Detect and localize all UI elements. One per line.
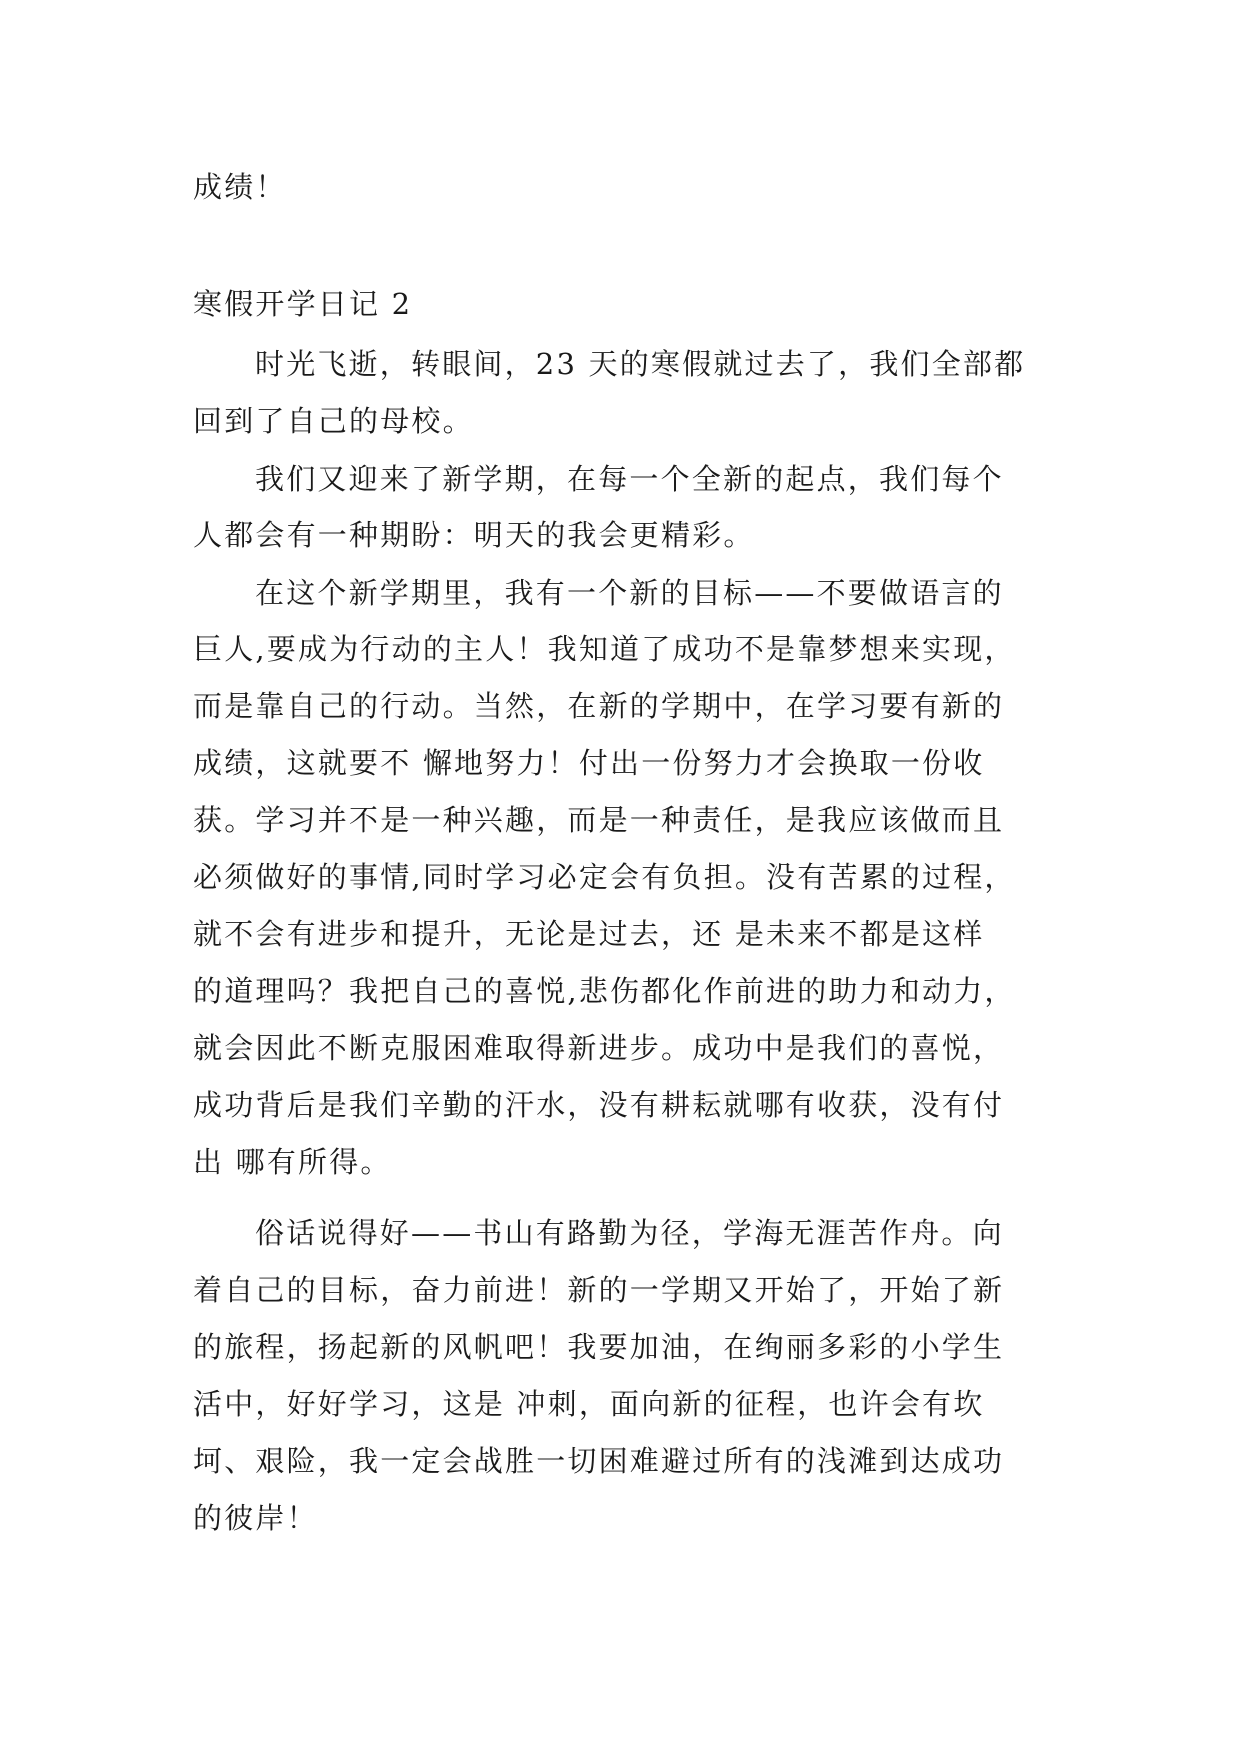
text-line: 活中，好好学习，这是 冲刺，面向新的征程，也许会有坎 [193,1387,985,1421]
text-line: 的道理吗？我把自己的喜悦,悲伤都化作前进的助力和动力， [193,974,1016,1008]
text-line: 回到了自己的母校。 [193,404,474,438]
text-line: 坷、艰险，我一定会战胜一切困难避过所有的浅滩到达成功 [193,1444,1005,1478]
text-line: 成绩，这就要不 懈地努力！付出一份努力才会换取一份收 [193,746,985,780]
text-line: 必须做好的事情,同时学习必定会有负担。没有苦累的过程， [193,860,1016,894]
text-line: 我们又迎来了新学期，在每一个全新的起点，我们每个 [255,462,1004,496]
text-line: 获。学习并不是一种兴趣，而是一种责任，是我应该做而且 [193,803,1005,837]
text-line: 人都会有一种期盼：明天的我会更精彩。 [193,518,755,552]
text-line: 成绩！ [193,170,287,204]
text-line: 在这个新学期里，我有一个新的目标——不要做语言的 [255,576,1004,610]
text-line: 着自己的目标，奋力前进！新的一学期又开始了，开始了新 [193,1273,1005,1307]
text-line: 就不会有进步和提升，无论是过去，还 是未来不都是这样 [193,917,985,951]
text-line: 俗话说得好——书山有路勤为径，学海无涯苦作舟。向 [255,1216,1004,1250]
text-line: 时光飞逝，转眼间，23 天的寒假就过去了，我们全部都 [255,347,1026,381]
text-line: 出 哪有所得。 [193,1145,392,1179]
text-line: 的彼岸！ [193,1501,318,1535]
text-line: 就会因此不断克服困难取得新进步。成功中是我们的喜悦， [193,1031,1005,1065]
diary-title: 寒假开学日记 2 [193,287,413,321]
text-line: 成功背后是我们辛勤的汗水，没有耕耘就哪有收获，没有付 [193,1088,1005,1122]
text-line: 的旅程，扬起新的风帆吧！我要加油，在绚丽多彩的小学生 [193,1330,1005,1364]
text-line: 巨人,要成为行动的主人！我知道了成功不是靠梦想来实现， [193,632,1016,666]
text-line: 而是靠自己的行动。当然，在新的学期中，在学习要有新的 [193,689,1005,723]
